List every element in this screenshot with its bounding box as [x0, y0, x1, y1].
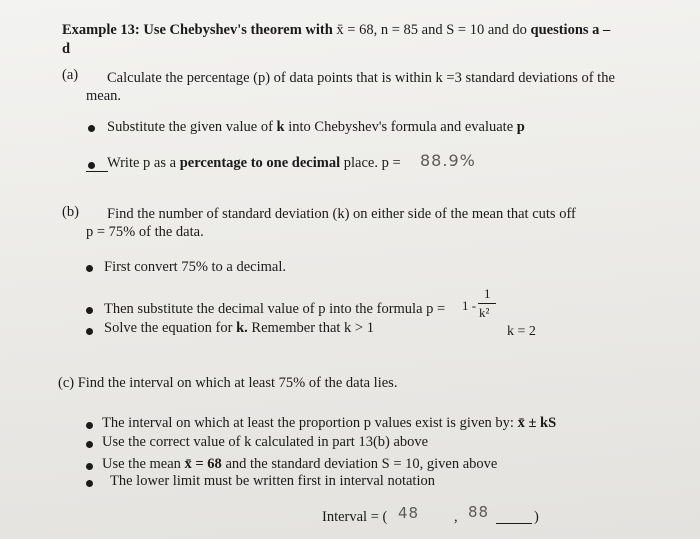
part-b-text1: Find the number of standard deviation (k) on either side of the mean that cuts off	[107, 206, 576, 222]
part-b-label: (b)	[62, 204, 79, 220]
title-prefix: Example 13: Use Chebyshev's theorem with	[62, 22, 333, 38]
part-b-bullet3: Solve the equation for k. Remember that k > 1	[104, 320, 374, 336]
title-params: x̄ = 68, n = 85 and S = 10 and do	[336, 22, 527, 38]
formula-lead: 1 -	[462, 298, 477, 313]
bullet-dot	[88, 162, 95, 169]
part-a-text1: Calculate the percentage (p) of data points that is within k =3 standard deviations of the	[107, 70, 615, 86]
bullet-dot	[86, 307, 93, 314]
title-suffix: questions a –	[530, 22, 611, 38]
part-a-text2: mean.	[86, 88, 122, 104]
formula-numerator: 1	[484, 286, 491, 301]
bullet-dot	[86, 265, 93, 272]
formula-denominator: k²	[479, 305, 490, 320]
interval-lower: 48	[398, 504, 420, 522]
part-b-bullet2: Then substitute the decimal value of p into the formula p =	[104, 301, 446, 317]
part-c-bullet4: The lower limit must be written first in interval notation	[110, 473, 435, 489]
formula-fraction-bar	[478, 303, 496, 304]
example-title	[62, 22, 610, 39]
underline-mark	[86, 171, 108, 172]
part-a-answer: 88.9%	[420, 151, 476, 170]
bullet-dot	[86, 480, 93, 487]
part-b-bullet1: First convert 75% to a decimal.	[104, 259, 287, 275]
part-a-label: (a)	[62, 67, 79, 83]
interval-formula: x̄ ± kS	[517, 415, 557, 431]
part-c-title: (c) Find the interval on which at least 75% of the data lies.	[58, 375, 398, 391]
part-c-bullet3: Use the mean x̄ = 68 and the standard deviation S = 10, given above	[102, 456, 498, 472]
interval-separator: ,	[454, 509, 458, 525]
bullet-dot	[86, 441, 93, 448]
interval-label: Interval = (	[322, 509, 388, 525]
interval-blank-line	[496, 523, 532, 524]
interval-upper: 88	[468, 503, 490, 521]
part-c-bullet2: Use the correct value of k calculated in part 13(b) above	[102, 434, 429, 450]
part-b-answer: k = 2	[507, 324, 536, 339]
bullet-dot	[86, 463, 93, 470]
part-a-bullet1: Substitute the given value of k into Chebyshev's formula and evaluate p	[107, 119, 525, 135]
part-a-bullet2: Write p as a percentage to one decimal place. p =	[107, 155, 401, 171]
interval-close: )	[534, 509, 539, 525]
bullet-dot	[88, 125, 95, 132]
bullet-dot	[86, 422, 93, 429]
title-cont: d	[62, 41, 71, 57]
part-b-text2: p = 75% of the data.	[86, 224, 204, 240]
bullet-dot	[86, 328, 93, 335]
part-c-bullet1: The interval on which at least the proportion p values exist is given by: x̄ ± kS	[102, 415, 557, 431]
